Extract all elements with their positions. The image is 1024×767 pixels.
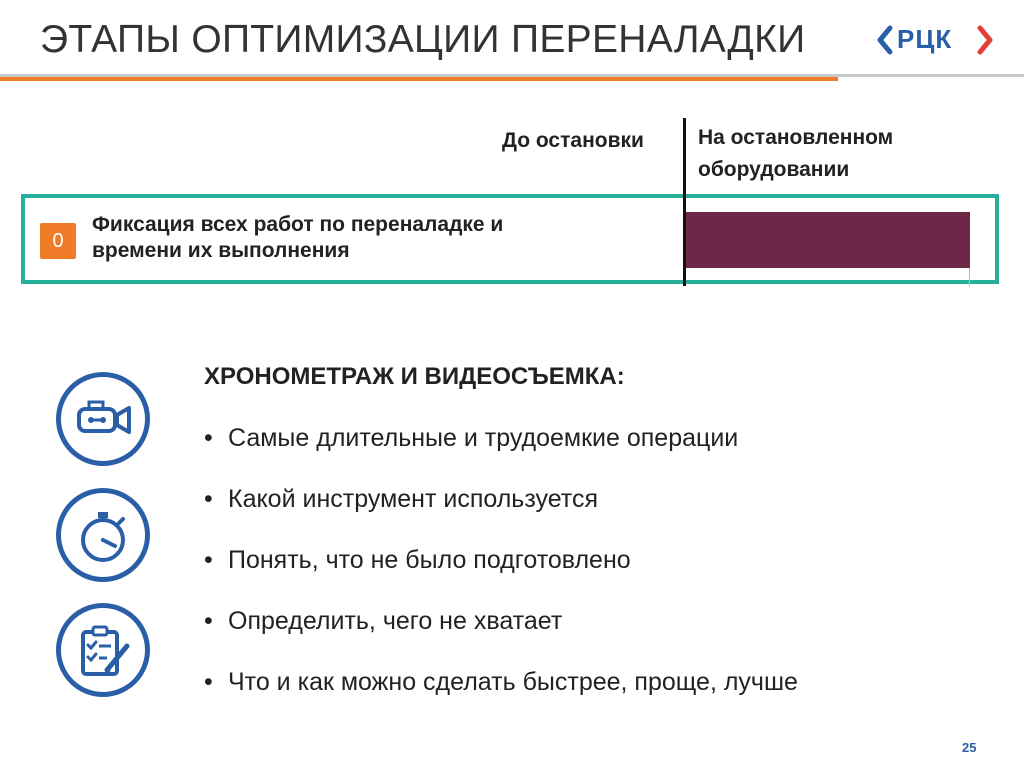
slide-title: ЭТАПЫ ОПТИМИЗАЦИИ ПЕРЕНАЛАДКИ (40, 18, 806, 61)
bullet-dot: • (204, 607, 213, 635)
column-divider (683, 118, 686, 286)
list-item (204, 485, 598, 514)
bullet-dot: • (204, 546, 213, 574)
video-camera-icon (56, 372, 150, 466)
section-heading: ХРОНОМЕТРАЖ И ВИДЕОСЪЕМКА: (204, 363, 625, 390)
stage-bar-tick (969, 268, 970, 286)
bullet-dot: • (204, 668, 213, 696)
bullet-dot: • (204, 485, 213, 513)
list-item-text: Самые длительные и трудоемкие операции (228, 424, 739, 452)
stage-duration-bar (686, 212, 970, 268)
stopwatch-icon (56, 488, 150, 582)
header-accent-line (0, 77, 838, 81)
list-item (204, 424, 738, 453)
logo (876, 22, 996, 58)
list-item (204, 668, 798, 697)
list-item (204, 546, 631, 575)
stage-number-badge: 0 (40, 223, 76, 259)
column-header-on-stopped-line2: оборудовании (698, 158, 850, 181)
list-item-text: Определить, чего не хватает (228, 607, 563, 635)
column-header-before: До остановки (502, 129, 644, 152)
stage-description-line2: времени их выполнения (92, 239, 350, 262)
list-item (204, 607, 562, 636)
column-header-on-stopped (698, 122, 893, 186)
list-item-text: Понять, что не было подготовлено (228, 546, 631, 574)
list-item-text: Что и как можно сделать быстрее, проще, лучше (228, 668, 798, 696)
stage-description-line1: Фиксация всех работ по переналадке и (92, 213, 504, 236)
bullet-dot: • (204, 424, 213, 452)
list-item-text: Какой инструмент используется (228, 485, 599, 513)
column-header-on-stopped-line1: На остановленном (698, 126, 894, 149)
logo-text: РЦК (897, 24, 953, 54)
stage-description (92, 212, 503, 264)
clipboard-checklist-icon (56, 603, 150, 697)
page-number: 25 (962, 740, 977, 755)
